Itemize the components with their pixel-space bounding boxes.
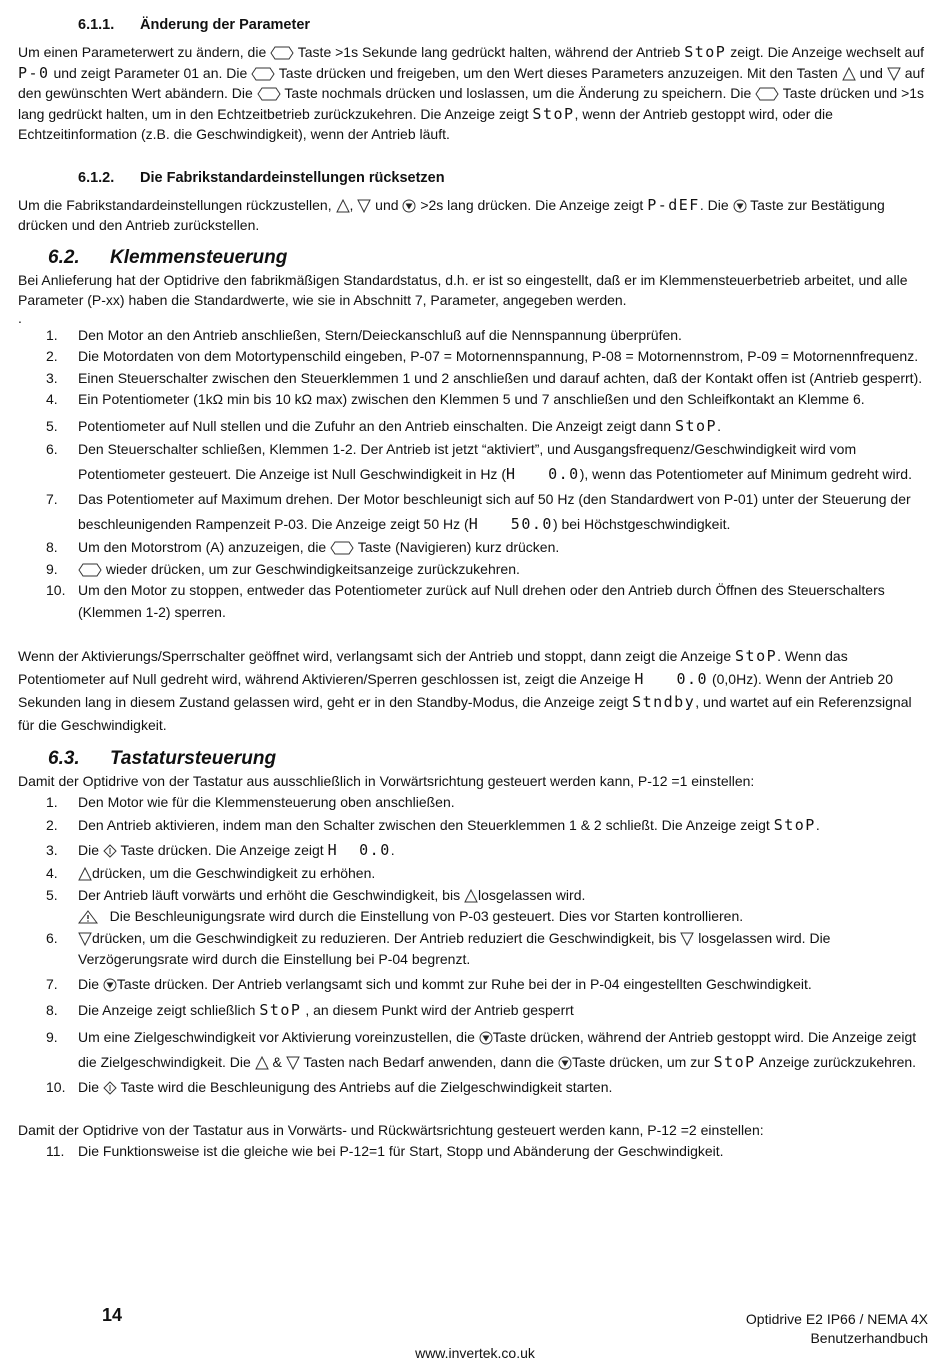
down-key-icon [286, 1056, 300, 1070]
display-readout: StoP [735, 647, 778, 665]
down-key-icon [357, 199, 371, 213]
paragraph-terminal-behaviour: Wenn der Aktivierungs/Sperrschalter geöffnet wird, verlangsamt sich der Antrieb und stoppt, dann zeigt die Anzeige StoP. Wenn das Potentiometer auf Null gedreht wird, während Aktivieren/Sperren geschlossen ist, zeigt die Anzeige H 0.0 (0,0Hz). Wenn der Antrieb 20 Sekunden lang in diesem Zustand gelassen wird, geht er in den Standby-Modus, die Anzeige zeigt Stndby, und wartet auf ein Referenzsignal für die Geschwindigkeit. [18, 647, 912, 733]
page-number: 14 [102, 1305, 123, 1325]
section-title: Tastatursteuerung [110, 748, 277, 769]
keypad-steps-list-2 [18, 1141, 928, 1163]
section-number: 6.2. [48, 246, 80, 268]
list-item: 9. wieder drücken, um zur Geschwindigkeitsanzeige zurückzukehren. [46, 560, 520, 577]
list-item: 1. Den Motor an den Antrieb anschließen, Stern/Deieckanschluß auf die Nennspannung überprüfen. [46, 326, 682, 343]
up-key-icon [842, 67, 856, 81]
navigate-key-icon [251, 67, 275, 81]
display-readout: H 0.0 [634, 670, 709, 688]
display-readout: StoP [532, 104, 575, 123]
navigate-key-icon [78, 563, 102, 577]
stop-key-icon [733, 199, 747, 213]
display-readout: P-0 [18, 63, 50, 82]
list-item: 11. Die Funktionsweise ist die gleiche wie bei P-12=1 für Start, Stopp und Abänderung der Geschwindigkeit. [46, 1142, 724, 1159]
section-number: 6.1.1. [78, 17, 115, 33]
start-key-icon [103, 844, 117, 858]
paragraph-factory-reset: Um die Fabrikstandardeinstellungen rückzustellen, , und >2s lang drücken. Die Anzeige zeigt P-dEF. Die Taste zur Bestätigung drücken und den Antrieb zurückstellen. [18, 195, 885, 233]
up-key-icon [78, 867, 92, 881]
display-readout: StoP [773, 816, 816, 834]
section-heading-6-3 [48, 747, 928, 771]
section-title: Klemmensteuerung [110, 246, 288, 268]
navigate-key-icon [257, 87, 281, 101]
up-key-icon [336, 199, 350, 213]
display-readout: H 50.0 [468, 515, 553, 533]
display-readout: StoP [259, 1001, 302, 1019]
list-item: 7. Die Taste drücken. Der Antrieb verlangsamt sich und kommt zur Ruhe bei der in P-04 eingestellten Geschwindigkeit. [46, 975, 812, 992]
paragraph-terminal-intro: Bei Anlieferung hat der Optidrive den fabrikmäßigen Standardstatus, d.h. er ist so eingestellt, daß er im Klemmensteuerbetrieb arbeitet, und alle Parameter (P-xx) haben die Standardwerte, wie sie in Abschnitt 7, Parameter, angegeben werden. [18, 271, 908, 308]
list-item: 10. Die Taste wird die Beschleunigung des Antriebs auf die Zielgeschwindigkeit starten. [46, 1078, 613, 1095]
section-heading-6-2 [48, 246, 928, 270]
stop-key-icon [558, 1056, 572, 1070]
product-name: Optidrive E2 IP66 / NEMA 4X [745, 1311, 928, 1327]
list-item: 5. Potentiometer auf Null stellen und die Zufuhr an den Antrieb einschalten. Die Anzeigt zeigt dann StoP. [46, 416, 721, 435]
section-number: 6.1.2. [78, 169, 115, 186]
list-item: 7. Das Potentiometer auf Maximum drehen. Der Motor beschleunigt sich auf 50 Hz (den Standardwert von P-01) unter der Steuerung der beschleunigenden Rampenzeit P-03. Die Anzeige zeigt 50 Hz (H 50.0) bei Höchstgeschwindigkeit. [46, 491, 911, 533]
start-key-icon [103, 1081, 117, 1095]
stray-dot: . [18, 309, 22, 326]
section-heading-6-1-1 [78, 14, 928, 36]
manual-name: Benutzerhandbuch [810, 1330, 928, 1346]
list-item: 5. Der Antrieb läuft vorwärts und erhöht die Geschwindigkeit, bis losgelassen wird. [46, 886, 586, 903]
stop-key-icon [479, 1031, 493, 1045]
down-key-icon [78, 932, 92, 946]
list-item: 3. Einen Steuerschalter zwischen den Steuerklemmen 1 und 2 anschließen und darauf achten, daß der Kontakt offen ist (Antrieb gesperrt). [46, 369, 923, 386]
display-readout: StoP [674, 416, 718, 435]
navigate-key-icon [755, 87, 779, 101]
terminal-steps-list [18, 325, 928, 624]
section-heading-6-1-2 [78, 167, 928, 189]
warning-icon [78, 910, 98, 924]
display-readout: StoP [713, 1052, 756, 1071]
list-item: 4. Ein Potentiometer (1kΩ min bis 10 kΩ max) zwischen den Klemmen 5 und 7 anschließen und den Schleifkontakt an Klemme 6. [46, 391, 865, 407]
section-title: Änderung der Parameter [140, 17, 311, 33]
list-item: 2. Die Motordaten von dem Motortypenschild eingeben, P-07 = Motornennspannung, P-08 = Motornennstrom, P-09 = Motornennfrequenz. [46, 348, 919, 364]
footer-url: www.invertek.co.uk [415, 1345, 535, 1361]
display-readout: H 0.0 [505, 465, 580, 483]
list-item: 10. Um den Motor zu stoppen, entweder das Potentiometer zurück auf Null drehen oder den Antrieb durch Öffnen des Steuerschalters (Klemmen 1-2) sperren. [46, 582, 885, 620]
list-item: 6. Den Steuerschalter schließen, Klemmen 1-2. Der Antrieb ist jetzt “aktiviert”, und Ausgangsfrequenz/Geschwindigkeit wird vom Potentiometer gesteuert. Die Anzeige ist Null Geschwindigkeit in Hz (H 0.0), wenn das Potentiometer auf Minimum gedreht wird. [46, 441, 912, 483]
list-item: 6. drücken, um die Geschwindigkeit zu reduzieren. Der Antrieb reduziert die Geschwindigkeit, bis losgelassen wird. Die Verzögerungsrate wird durch die Einstellung bei P-04 begrenzt. [46, 929, 831, 967]
footer-product [746, 1310, 928, 1348]
up-key-icon [464, 889, 478, 903]
section-title: Die Fabrikstandardeinstellungen rücksetzen [140, 169, 445, 186]
list-item: 9. Um eine Zielgeschwindigkeit vor Aktivierung voreinzustellen, die Taste drücken, während der Antrieb gestoppt wird. Die Anzeige zeigt die Zielgeschwindigkeit. Die & Tasten nach Bedarf anwenden, dann die Taste drücken, um zur StoP Anzeige zurückzukehren. [46, 1028, 917, 1071]
list-item: 2. Den Antrieb aktivieren, indem man den Schalter zwischen den Steuerklemmen 1 & 2 schließt. Die Anzeige zeigt StoP. [46, 816, 820, 834]
display-readout: Stndby [632, 693, 696, 711]
warning-note: Die Beschleunigungsrate wird durch die Einstellung von P-03 gesteuert. Dies vor Starten kontrollieren. [18, 906, 928, 928]
display-readout: StoP [684, 43, 727, 61]
paragraph-keypad-intro: Damit der Optidrive von der Tastatur aus ausschließlich in Vorwärtsrichtung gesteuert werden kann, P-12 =1 einstellen: [18, 773, 755, 789]
stop-key-icon [103, 978, 117, 992]
display-readout: H 0.0 [327, 841, 391, 859]
section-number: 6.3. [48, 748, 80, 769]
navigate-key-icon [270, 46, 294, 60]
stop-key-icon [402, 199, 416, 213]
paragraph-parameter-change: Um einen Parameterwert zu ändern, die Taste >1s Sekunde lang gedrückt halten, während der Antrieb StoP zeigt. Die Anzeige wechselt auf P-0 und zeigt Parameter 01 an. Die Taste drücken und freigeben, um den Wert dieses Parameters anzuzeigen. Mit den Tasten und auf den gewünschten Wert abändern. Die Taste nochmals drücken und loslassen, um die Änderung zu speichern. Die Taste drücken und >1s lang gedrückt halten, um in den Echtzeitbetrieb zurückzukehren. Die Anzeige zeigt StoP, wenn der Antrieb gestoppt wird, oder die Echtzeitinformation (z.B. die Geschwindigkeit), wenn der Antrieb läuft. [18, 43, 925, 142]
keypad-steps-list [18, 792, 928, 1099]
list-item: 4. drücken, um die Geschwindigkeit zu erhöhen. [46, 865, 376, 881]
list-item: 3. Die Taste drücken. Die Anzeige zeigt H 0.0. [46, 841, 395, 859]
list-item: 1. Den Motor wie für die Klemmensteuerung oben anschließen. [46, 793, 455, 810]
manual-page [18, 14, 928, 1162]
list-item: 8. Um den Motorstrom (A) anzuzeigen, die Taste (Navigieren) kurz drücken. [46, 539, 560, 555]
paragraph-keypad-bidirectional: Damit der Optidrive von der Tastatur aus in Vorwärts- und Rückwärtsrichtung gesteuert werden kann, P-12 =2 einstellen: [18, 1122, 764, 1138]
down-key-icon [680, 932, 694, 946]
display-readout: P-dEF [647, 195, 700, 214]
navigate-key-icon [330, 541, 354, 555]
down-key-icon [887, 67, 901, 81]
up-key-icon [255, 1056, 269, 1070]
list-item: 8. Die Anzeige zeigt schließlich StoP , an diesem Punkt wird der Antrieb gesperrt [46, 1001, 574, 1019]
